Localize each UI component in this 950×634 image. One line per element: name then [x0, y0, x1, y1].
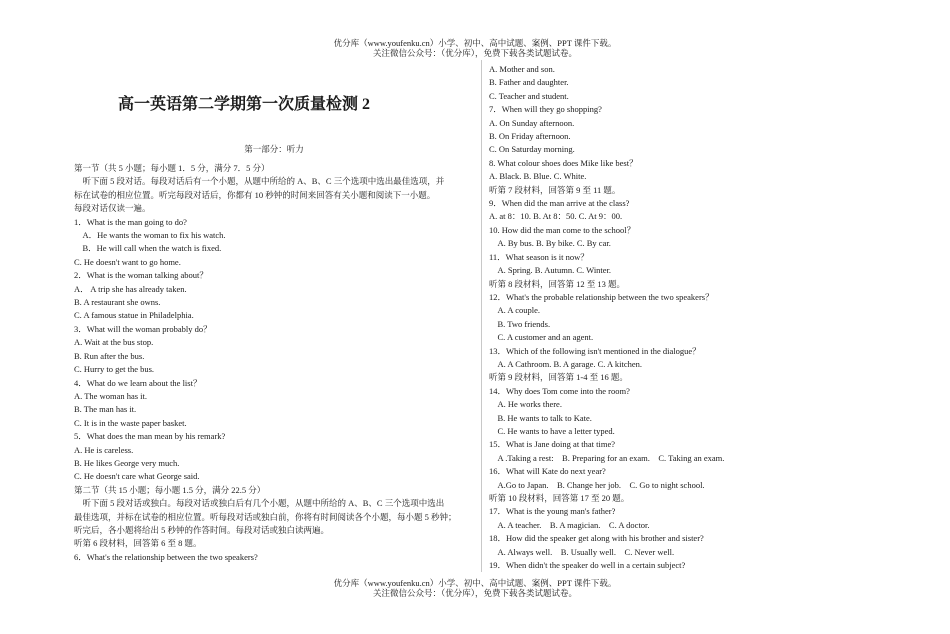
- text-line: 听第 7 段材料，回答第 9 至 11 题。: [489, 184, 621, 195]
- text-line: 4．What do we learn about the list？: [74, 377, 202, 388]
- text-line: A．He wants the woman to fix his watch.: [74, 230, 226, 241]
- text-line: C. A famous statue in Philadelphia.: [74, 310, 194, 321]
- text-line: B. On Friday afternoon.: [489, 131, 571, 142]
- text-line: 16．What will Kate do next year?: [489, 466, 606, 477]
- text-line: 10. How did the man come to the school？: [489, 224, 636, 235]
- text-line: 5．What does the man mean by his remark?: [74, 431, 226, 442]
- text-line: A. A Cathroom. B. A garage. C. A kitchen.: [489, 358, 642, 369]
- text-line: A. He is careless.: [74, 444, 134, 455]
- page-title: 高一英语第二学期第一次质量检测 2: [117, 96, 370, 113]
- text-line: C. He doesn't care what George said.: [74, 471, 200, 482]
- header-line-1: 优分库（www.youfenku.cn）小学、初中、高中试题、案例、PPT 课件下载。: [333, 38, 617, 48]
- text-line: C. Teacher and student.: [489, 90, 569, 101]
- part-heading: 第一部分：听力: [244, 144, 304, 154]
- text-line: B. Run after the bus.: [74, 350, 145, 361]
- text-line: C. A customer and an agent.: [489, 332, 594, 343]
- text-line: 第一节（共 5 小题；每小题 1．5 分，满分 7．5 分）: [74, 163, 270, 173]
- text-line: B．He will call when the watch is fixed.: [74, 243, 222, 254]
- text-line: C. He wants to have a letter typed.: [489, 425, 615, 436]
- text-line: 9．When did the man arrive at the class?: [489, 198, 630, 209]
- text-line: A． A trip she has already taken.: [74, 283, 187, 294]
- text-line: A.Go to Japan. B. Change her job. C. Go to night school.: [489, 479, 705, 490]
- text-line: A. A teacher. B. A magician. C. A doctor.: [489, 519, 650, 530]
- text-line: 12．What's the probable relationship between the two speakers？: [489, 291, 714, 302]
- text-line: B. Two friends.: [489, 318, 551, 329]
- left-column: [74, 162, 474, 564]
- footer-line-2: 关注微信公众号：（优分库），免费下载各类试题试卷。: [372, 588, 577, 598]
- text-line: 14．Why does Tom come into the room?: [489, 385, 630, 396]
- text-line: C. He doesn't want to go home.: [74, 256, 181, 267]
- text-line: 11．What season is it now？: [489, 251, 589, 262]
- text-line: 第二节（共 15 小题；每小题 1.5 分，满分 22.5 分）: [74, 484, 266, 495]
- text-line: 听第 10 段材料，回答第 17 至 20 题。: [489, 493, 630, 503]
- text-line: A. at 8：10. B. At 8：50. C. At 9：00.: [489, 211, 623, 222]
- text-line: 每段对话仅读一遍。: [74, 203, 151, 214]
- text-line: 13．Which of the following isn't mentioned in the dialogue？: [489, 345, 701, 356]
- text-line: B. A restaurant she owns.: [74, 297, 161, 308]
- header-line-2: 关注微信公众号：（优分库），免费下载各类试题试卷。: [372, 48, 577, 58]
- text-line: 19．When didn't the speaker do well in a certain subject?: [489, 560, 686, 571]
- text-line: C. It is in the waste paper basket.: [74, 417, 187, 428]
- text-line: 标在试卷的相应位置。听完每段对话后，你都有 10 秒钟的时间来回答有关小题和阅读下一小题。: [74, 189, 436, 200]
- text-line: 2．What is the woman talking about？: [74, 270, 208, 281]
- text-line: A. Wait at the bus stop.: [74, 337, 154, 348]
- text-line: 听第 9 段材料，回答第 1-4 至 16 题。: [489, 372, 628, 383]
- text-line: C. On Saturday morning.: [489, 144, 575, 155]
- text-line: A. Mother and son.: [489, 64, 555, 74]
- right-column: [489, 63, 749, 572]
- text-line: B. Father and daughter.: [489, 77, 569, 88]
- page-header: [0, 38, 950, 58]
- column-divider: [481, 60, 482, 572]
- text-line: 听完后，各小题将给出 5 秒钟的作答时间。每段对话或独白读两遍。: [74, 524, 330, 535]
- text-line: A. On Sunday afternoon.: [489, 117, 575, 128]
- text-line: 15．What is Jane doing at that time?: [489, 439, 616, 450]
- text-line: A. Black. B. Blue. C. White.: [489, 171, 587, 182]
- text-line: B. He likes George very much.: [74, 457, 180, 468]
- text-line: 听第 8 段材料，回答第 12 至 13 题。: [489, 278, 626, 289]
- text-line: 7．When will they go shopping?: [489, 104, 602, 115]
- page-footer: [0, 578, 950, 598]
- text-line: 听第 6 段材料，回答第 6 至 8 题。: [74, 538, 202, 549]
- text-line: 8. What colour shoes does Mike like best？: [489, 157, 638, 168]
- text-line: 6．What's the relationship between the two speakers?: [74, 551, 258, 562]
- text-line: A. Spring. B. Autumn. C. Winter.: [489, 265, 612, 276]
- text-line: 听下面 5 段对话或独白。每段对话或独白后有几个小题，从题中所给的 A、B、C 三个选项中选出: [74, 498, 445, 509]
- text-line: 3．What will the woman probably do？: [74, 323, 212, 334]
- footer-line-1: 优分库（www.youfenku.cn）小学、初中、高中试题、案例、PPT 课件下载。: [333, 578, 617, 588]
- text-line: 1．What is the man going to do?: [74, 216, 187, 227]
- text-line: C. Hurry to get the bus.: [74, 364, 155, 375]
- text-line: 最佳选项，并标在试卷的相应位置。听每段对话或独白前，你将有时间阅读各个小题，每小题 5 秒钟；: [74, 511, 457, 522]
- text-line: A. A couple.: [489, 305, 540, 316]
- text-line: 18．How did the speaker get along with his brother and sister?: [489, 533, 704, 544]
- text-line: A .Taking a rest: B. Preparing for an exam. C. Taking an exam.: [489, 452, 725, 463]
- text-line: A. He works there.: [489, 399, 562, 410]
- text-line: B. The man has it.: [74, 404, 137, 415]
- text-line: 听下面 5 段对话。每段对话后有一个小题，从题中所给的 A、B、C 三个选项中选出最佳选项，并: [74, 176, 445, 187]
- text-line: 17．What is the young man's father?: [489, 506, 616, 517]
- text-line: A. By bus. B. By bike. C. By car.: [489, 238, 611, 249]
- text-line: B. He wants to talk to Kate.: [489, 412, 592, 423]
- text-line: A. Always well. B. Usually well. C. Never well.: [489, 546, 675, 557]
- text-line: A. The woman has it.: [74, 390, 148, 401]
